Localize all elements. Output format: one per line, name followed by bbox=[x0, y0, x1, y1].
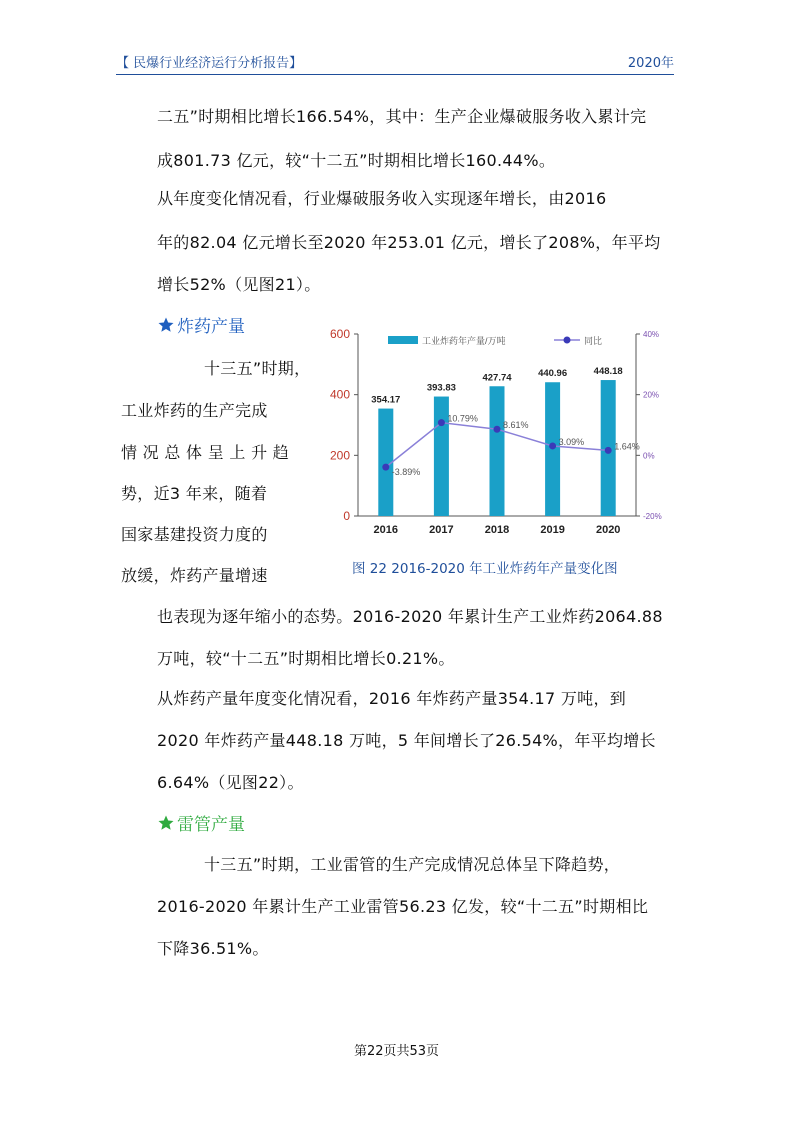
text-line: 从炸药产量年度变化情况看，2016 年炸药产量354.17 万吨，到 bbox=[157, 689, 627, 708]
x-tick-label: 2018 bbox=[484, 524, 510, 536]
y2-tick-label: -20% bbox=[643, 512, 662, 521]
line-point bbox=[382, 464, 389, 471]
bar-value-label: 427.74 bbox=[482, 372, 512, 384]
section-title: 炸药产量 bbox=[177, 317, 245, 337]
legend-line-marker bbox=[564, 337, 571, 344]
text-line: 2016-2020 年累计生产工业雷管56.23 亿发，较“十二五”时期相比 bbox=[157, 897, 649, 916]
text-line: 6.64%（见图22）。 bbox=[157, 773, 304, 792]
text-line: 增长52%（见图21）。 bbox=[157, 275, 321, 294]
bar-value-label: 393.83 bbox=[426, 382, 456, 394]
legend-bar-label: 工业炸药年产量/万吨 bbox=[422, 336, 506, 346]
header-rule bbox=[116, 74, 674, 75]
explosives-output-chart bbox=[318, 322, 670, 552]
y2-tick-label: 20% bbox=[643, 390, 660, 400]
x-tick-label: 2019 bbox=[540, 524, 565, 536]
y-tick-label: 200 bbox=[329, 448, 350, 463]
text-line: 情 况 总 体 呈 上 升 趋 bbox=[121, 443, 290, 462]
page-footer: 第22页共53页 bbox=[353, 1044, 440, 1059]
y-tick-label: 0 bbox=[343, 509, 350, 523]
line-point bbox=[494, 426, 501, 433]
section-heading-explosives bbox=[157, 312, 245, 337]
text-line: 年的82.04 亿元增长至2020 年253.01 亿元，增长了208%，年平均 bbox=[157, 233, 661, 252]
text-line: 也表现为逐年缩小的态势。2016-2020 年累计生产工业炸药2064.88 bbox=[157, 607, 663, 626]
legend-line-label: 同比 bbox=[584, 336, 603, 346]
line-point bbox=[549, 442, 556, 449]
text-line: 放缓，炸药产量增速 bbox=[121, 566, 268, 585]
bar-value-label: 354.17 bbox=[371, 394, 401, 406]
bar-value-label: 448.18 bbox=[593, 366, 623, 378]
text-line: 势，近3 年来，随着 bbox=[121, 484, 268, 503]
star-icon bbox=[157, 316, 175, 334]
line-value-label: -3.89% bbox=[391, 467, 421, 478]
line-value-label: 3.09% bbox=[558, 436, 585, 447]
text-line: 十三五”时期， bbox=[204, 359, 311, 378]
star-icon bbox=[157, 814, 175, 832]
text-line: 国家基建投资力度的 bbox=[121, 525, 268, 544]
y-tick-label: 400 bbox=[329, 387, 350, 402]
text-line: 工业炸药的生产完成 bbox=[121, 401, 268, 420]
x-tick-label: 2017 bbox=[429, 524, 454, 536]
line-value-label: 1.64% bbox=[614, 441, 640, 452]
figure-caption: 图 22 2016-2020 年工业炸药年产量变化图 bbox=[352, 561, 618, 577]
x-tick-label: 2016 bbox=[373, 524, 399, 536]
line-point bbox=[605, 447, 612, 454]
line-value-label: 8.61% bbox=[503, 420, 529, 431]
legend-bar-swatch bbox=[388, 336, 418, 344]
bar bbox=[490, 386, 505, 516]
bar-value-label: 440.96 bbox=[538, 368, 568, 380]
line-point bbox=[438, 419, 445, 426]
x-tick-label: 2020 bbox=[595, 524, 621, 536]
header-report-title: 【 民爆行业经济运行分析报告】 bbox=[116, 56, 303, 71]
y2-tick-label: 40% bbox=[643, 330, 660, 339]
y2-tick-label: 0% bbox=[643, 451, 655, 461]
text-line: 万吨，较“十二五”时期相比增长0.21%。 bbox=[157, 649, 455, 668]
text-line: 下降36.51%。 bbox=[157, 939, 269, 958]
page-header bbox=[116, 48, 674, 72]
text-line: 成801.73 亿元，较“十二五”时期相比增长160.44%。 bbox=[157, 151, 556, 170]
line-value-label: 10.79% bbox=[447, 413, 478, 424]
header-year: 2020年 bbox=[627, 56, 674, 71]
text-line: 十三五”时期，工业雷管的生产完成情况总体呈下降趋势， bbox=[204, 855, 621, 874]
section-title: 雷管产量 bbox=[177, 815, 245, 835]
y-tick-label: 600 bbox=[329, 327, 350, 341]
section-heading-detonators bbox=[157, 810, 245, 835]
text-line: 二五”时期相比增长166.54%，其中：生产企业爆破服务收入累计完 bbox=[157, 107, 647, 126]
text-line: 从年度变化情况看，行业爆破服务收入实现逐年增长，由2016 bbox=[157, 189, 607, 208]
text-line: 2020 年炸药产量448.18 万吨，5 年间增长了26.54%，年平均增长 bbox=[157, 731, 656, 750]
